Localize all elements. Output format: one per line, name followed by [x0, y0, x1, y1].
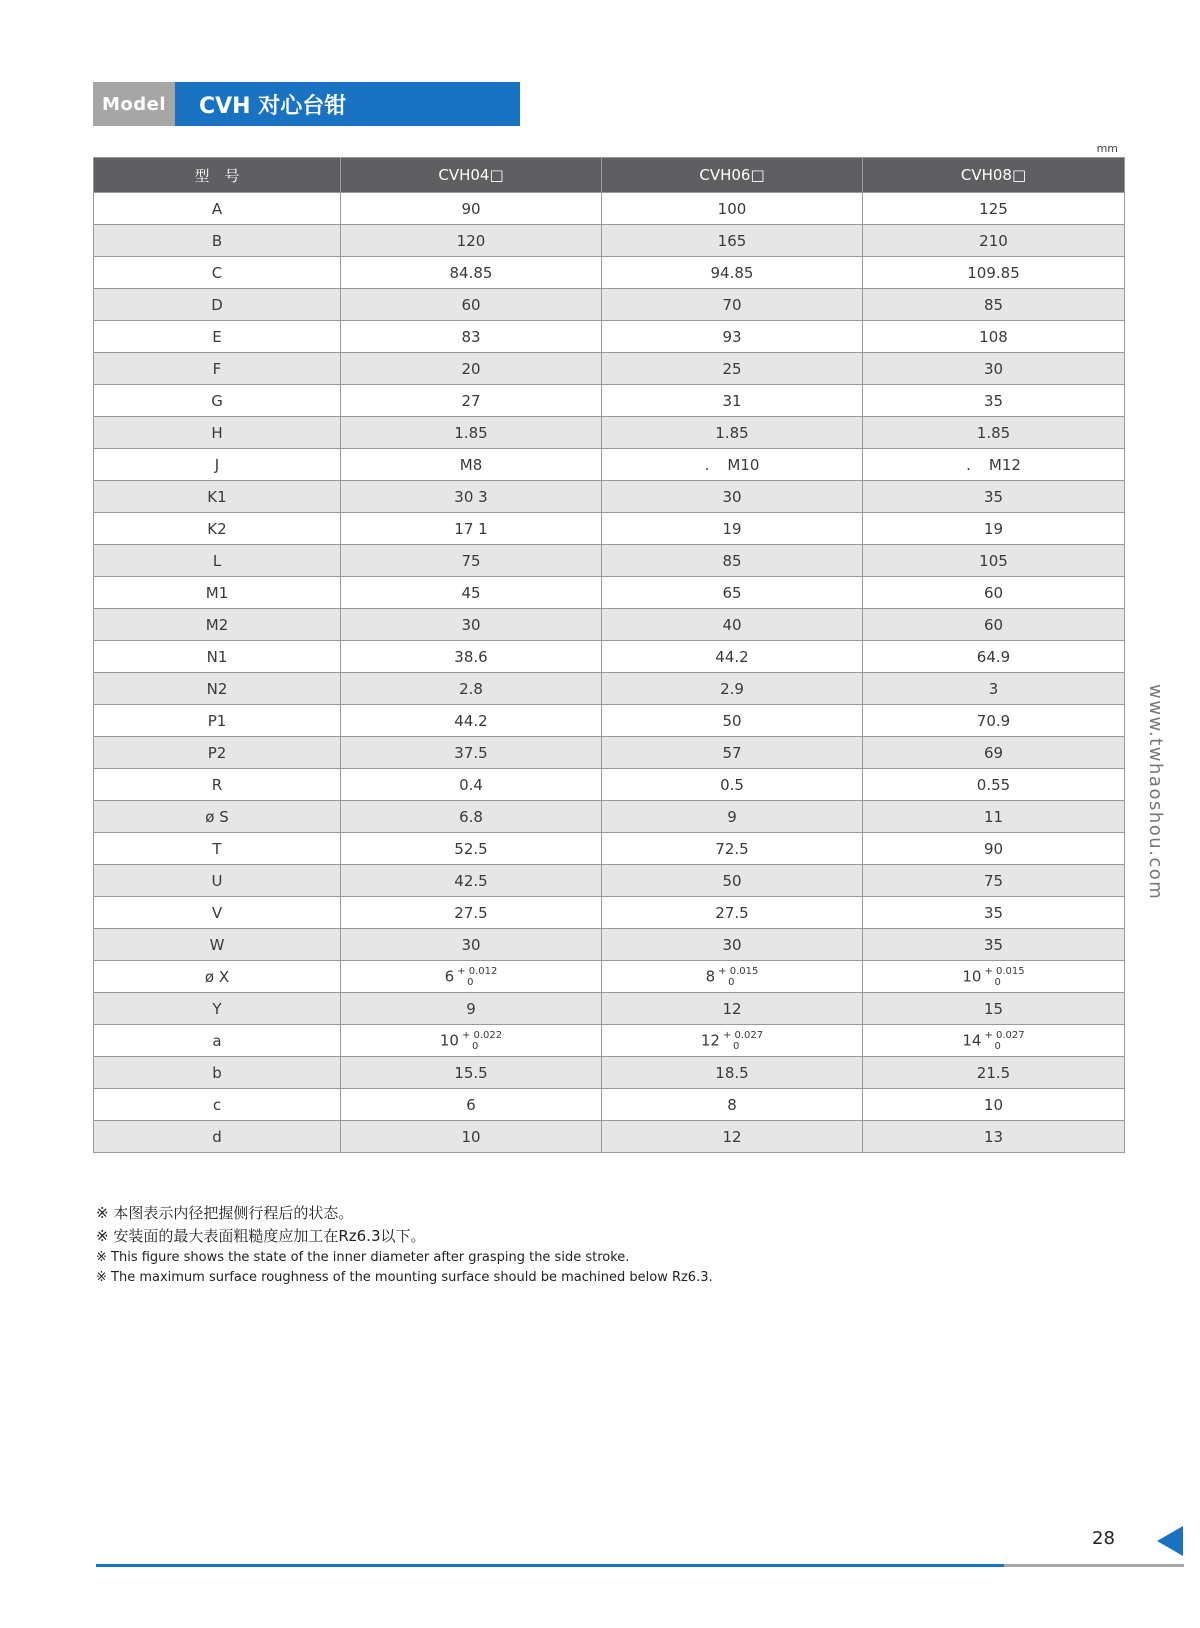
value-main: 9 — [466, 999, 476, 1018]
row-label: C — [94, 257, 341, 289]
row-label: a — [94, 1025, 341, 1057]
value-main: 52.5 — [454, 839, 488, 858]
table-row — [94, 1121, 1125, 1153]
cell-value — [863, 289, 1125, 321]
value-main: 13 — [983, 1127, 1004, 1146]
cell-value — [863, 929, 1125, 961]
cell-value — [863, 641, 1125, 673]
cell-value — [341, 737, 602, 769]
value-main: 27.5 — [715, 903, 749, 922]
row-label: E — [94, 321, 341, 353]
cell-value — [602, 449, 863, 481]
cell-value — [341, 385, 602, 417]
value-main: 57 — [722, 743, 742, 762]
value-main: 31 — [722, 391, 742, 410]
cell-value — [863, 417, 1125, 449]
cell-value — [863, 609, 1125, 641]
value-main: M8 — [459, 455, 483, 474]
value-main: 120 — [456, 231, 486, 250]
cell-value — [341, 641, 602, 673]
cell-value — [341, 257, 602, 289]
cell-value — [602, 801, 863, 833]
table-row — [94, 257, 1125, 289]
table-row — [94, 545, 1125, 577]
footer-bar-gray — [1004, 1564, 1184, 1567]
tolerance — [984, 1030, 1024, 1052]
value-main: 65 — [722, 583, 742, 602]
table-row — [94, 833, 1125, 865]
note-cn-2: ※ 安装面的最大表面粗糙度应加工在Rz6.3以下。 — [96, 1227, 426, 1245]
cell-value — [341, 769, 602, 801]
value-main: 1.85 — [976, 423, 1011, 442]
cell-value — [602, 193, 863, 225]
cell-value — [341, 481, 602, 513]
table-row — [94, 321, 1125, 353]
table-row — [94, 641, 1125, 673]
tolerance — [984, 966, 1024, 988]
row-label: T — [94, 833, 341, 865]
table-row — [94, 897, 1125, 929]
value-main: M12 — [988, 455, 1021, 474]
table-row — [94, 577, 1125, 609]
cell-value — [863, 961, 1125, 993]
table-row — [94, 1057, 1125, 1089]
cell-value — [341, 609, 602, 641]
cell-value — [602, 513, 863, 545]
cell-value — [602, 769, 863, 801]
value-main: 38.6 — [454, 647, 488, 666]
cell-value — [341, 961, 602, 993]
table-row — [94, 481, 1125, 513]
row-label: A — [94, 193, 341, 225]
value-main: 0.4 — [459, 775, 483, 794]
value-main: 75 — [983, 871, 1004, 890]
cell-value — [341, 321, 602, 353]
value-main: 70.9 — [976, 711, 1011, 730]
row-label: K2 — [94, 513, 341, 545]
cell-value — [602, 481, 863, 513]
cell-value — [602, 673, 863, 705]
unit-label: mm — [1096, 142, 1118, 155]
table-row — [94, 225, 1125, 257]
value-main: 60 — [983, 615, 1004, 634]
cell-value — [863, 801, 1125, 833]
cell-value — [602, 225, 863, 257]
value-main: 70 — [722, 295, 742, 314]
cell-value — [341, 577, 602, 609]
cell-value — [602, 545, 863, 577]
page-number: 28 — [1092, 1528, 1115, 1549]
tolerance-upper: + 0.022 — [461, 1029, 503, 1041]
cell-value — [341, 705, 602, 737]
row-label: d — [94, 1121, 341, 1153]
value-main: 27 — [461, 391, 481, 410]
tolerance-lower: 0 — [728, 976, 735, 988]
cell-value — [602, 993, 863, 1025]
value-main: 108 — [979, 327, 1008, 346]
notes — [96, 1202, 713, 1288]
value-main: 165 — [717, 231, 747, 250]
value-main: 6 — [444, 967, 455, 985]
cell-value — [341, 1121, 602, 1153]
value-main: 12 — [722, 999, 742, 1018]
cell-value — [602, 1057, 863, 1089]
value-main: 40 — [722, 615, 742, 634]
value-main: 90 — [983, 839, 1004, 858]
value-main: 35 — [983, 903, 1004, 922]
value-main: 94.85 — [710, 263, 754, 282]
tolerance-upper: + 0.015 — [718, 965, 759, 977]
table-row — [94, 353, 1125, 385]
table-row — [94, 961, 1125, 993]
cell-value — [341, 801, 602, 833]
value-main: 210 — [979, 231, 1008, 250]
cell-value — [341, 449, 602, 481]
table-row — [94, 1089, 1125, 1121]
row-label: c — [94, 1089, 341, 1121]
cell-value — [602, 609, 863, 641]
tolerance — [718, 966, 758, 988]
value-main: 10 — [439, 1031, 459, 1049]
cell-value — [341, 673, 602, 705]
value-main: 10 — [983, 1095, 1004, 1114]
tolerance-upper: + 0.027 — [984, 1029, 1025, 1041]
table-row — [94, 769, 1125, 801]
row-label: U — [94, 865, 341, 897]
cell-value — [863, 385, 1125, 417]
table-row — [94, 385, 1125, 417]
value-main: 19 — [983, 519, 1004, 538]
cell-value — [341, 897, 602, 929]
value-main: 10 — [962, 967, 982, 985]
tolerance — [462, 1030, 502, 1052]
col-header-model: 型 号 — [94, 158, 341, 193]
value-main: 44.2 — [454, 711, 488, 730]
value-main: 30 — [722, 935, 742, 954]
cell-value — [341, 225, 602, 257]
table-row — [94, 513, 1125, 545]
cell-value — [863, 353, 1125, 385]
table-header-row — [94, 158, 1125, 193]
row-label: N2 — [94, 673, 341, 705]
table-row — [94, 289, 1125, 321]
value-main: 85 — [722, 551, 742, 570]
row-label: b — [94, 1057, 341, 1089]
table-row — [94, 609, 1125, 641]
value-main: 15.5 — [454, 1063, 488, 1082]
row-label: P1 — [94, 705, 341, 737]
cell-value — [602, 1089, 863, 1121]
value-main: 12 — [722, 1127, 742, 1146]
value-main: 30 — [461, 935, 481, 954]
value-main: 0.55 — [976, 775, 1011, 794]
value-main: 19 — [722, 519, 742, 538]
cell-value — [602, 897, 863, 929]
tolerance-lower: 0 — [471, 1040, 479, 1052]
cell-value — [602, 577, 863, 609]
cell-value — [863, 545, 1125, 577]
value-main: 69 — [983, 743, 1004, 762]
value-main: 109.85 — [967, 263, 1020, 282]
col-header-cvh04: CVH04□ — [341, 158, 602, 193]
value-main: 2.8 — [459, 679, 483, 698]
value-main: 30 — [461, 615, 481, 634]
value-main: 84.85 — [449, 263, 493, 282]
row-label: M1 — [94, 577, 341, 609]
triangle-left-icon — [1157, 1526, 1183, 1556]
value-main: 14 — [962, 1031, 982, 1049]
value-main: 125 — [979, 199, 1008, 218]
stray-dot: . — [966, 455, 971, 474]
row-label: R — [94, 769, 341, 801]
tolerance — [723, 1030, 763, 1052]
value-main: 42.5 — [454, 871, 488, 890]
cell-value — [602, 1025, 863, 1057]
cell-value — [863, 481, 1125, 513]
cell-value — [341, 993, 602, 1025]
cell-value — [863, 673, 1125, 705]
value-main: 17 1 — [454, 519, 488, 538]
value-main: 83 — [461, 327, 481, 346]
value-main: 11 — [983, 807, 1004, 826]
value-main: 50 — [722, 711, 742, 730]
tolerance — [457, 966, 497, 988]
row-label: ø S — [94, 801, 341, 833]
cell-value — [863, 321, 1125, 353]
tolerance-upper: + 0.015 — [984, 965, 1025, 977]
value-main: 6 — [466, 1095, 476, 1114]
cell-value — [602, 417, 863, 449]
value-main: 85 — [983, 295, 1004, 314]
note-en-2: ※ The maximum surface roughness of the mounting surface should be machined below Rz6.3. — [96, 1270, 713, 1285]
table-row — [94, 417, 1125, 449]
value-main: 21.5 — [976, 1063, 1011, 1082]
cell-value — [602, 641, 863, 673]
value-main: 1.85 — [454, 423, 488, 442]
value-main: 0.5 — [720, 775, 744, 794]
value-main: 37.5 — [454, 743, 488, 762]
cell-value — [602, 961, 863, 993]
row-label: M2 — [94, 609, 341, 641]
row-label: ø X — [94, 961, 341, 993]
row-label: B — [94, 225, 341, 257]
cell-value — [863, 1121, 1125, 1153]
row-label: N1 — [94, 641, 341, 673]
table-row — [94, 449, 1125, 481]
value-main: 15 — [983, 999, 1004, 1018]
cell-value — [863, 1057, 1125, 1089]
cell-value — [602, 321, 863, 353]
cell-value — [602, 385, 863, 417]
tolerance-lower: 0 — [994, 1040, 1001, 1052]
cell-value — [863, 449, 1125, 481]
value-main: 60 — [461, 295, 481, 314]
value-main: 2.9 — [720, 679, 744, 698]
value-main: 44.2 — [715, 647, 749, 666]
tolerance-upper: + 0.027 — [722, 1029, 764, 1041]
row-label: F — [94, 353, 341, 385]
cell-value — [341, 193, 602, 225]
cell-value — [341, 289, 602, 321]
value-main: 8 — [727, 1095, 737, 1114]
value-main: 3 — [988, 679, 999, 698]
value-main: 90 — [461, 199, 481, 218]
cell-value — [602, 353, 863, 385]
table-row — [94, 737, 1125, 769]
cell-value — [863, 705, 1125, 737]
cell-value — [863, 257, 1125, 289]
cell-value — [863, 769, 1125, 801]
col-header-cvh08: CVH08□ — [863, 158, 1125, 193]
row-label: H — [94, 417, 341, 449]
row-label: K1 — [94, 481, 341, 513]
table-row — [94, 993, 1125, 1025]
row-label: P2 — [94, 737, 341, 769]
cell-value — [341, 1025, 602, 1057]
spec-table — [93, 157, 1125, 1153]
note-en-1: ※ This figure shows the state of the inner diameter after grasping the side stroke. — [96, 1250, 630, 1265]
value-main: 35 — [983, 935, 1004, 954]
cell-value — [602, 289, 863, 321]
value-main: 100 — [717, 199, 747, 218]
table-row — [94, 1025, 1125, 1057]
value-main: 35 — [983, 391, 1004, 410]
value-main: 18.5 — [715, 1063, 749, 1082]
page-header — [93, 82, 520, 126]
value-main: 50 — [722, 871, 742, 890]
value-main: 20 — [461, 359, 481, 378]
tolerance-lower: 0 — [467, 976, 474, 988]
cell-value — [863, 577, 1125, 609]
value-main: 30 3 — [454, 487, 488, 506]
cell-value — [341, 1089, 602, 1121]
cell-value — [341, 513, 602, 545]
cell-value — [863, 897, 1125, 929]
tolerance-upper: + 0.012 — [457, 965, 498, 977]
cell-value — [341, 353, 602, 385]
value-main: 8 — [705, 967, 716, 985]
table-row — [94, 193, 1125, 225]
row-label: W — [94, 929, 341, 961]
cell-value — [863, 513, 1125, 545]
page-title: CVH 对心台钳 — [175, 82, 520, 126]
value-main: 10 — [461, 1127, 481, 1146]
row-label: D — [94, 289, 341, 321]
cell-value — [341, 865, 602, 897]
value-main: 64.9 — [976, 647, 1011, 666]
value-main: 45 — [461, 583, 481, 602]
value-main: 105 — [979, 551, 1008, 570]
cell-value — [602, 833, 863, 865]
cell-value — [341, 417, 602, 449]
value-main: 60 — [983, 583, 1004, 602]
row-label: G — [94, 385, 341, 417]
cell-value — [602, 1121, 863, 1153]
cell-value — [602, 257, 863, 289]
value-main: 1.85 — [715, 423, 749, 442]
tolerance-lower: 0 — [994, 976, 1001, 988]
model-label: Model — [93, 82, 175, 126]
cell-value — [863, 833, 1125, 865]
stray-dot: . — [704, 455, 710, 474]
cell-value — [863, 1025, 1125, 1057]
row-label: Y — [94, 993, 341, 1025]
cell-value — [341, 833, 602, 865]
cell-value — [863, 737, 1125, 769]
value-main: 6.8 — [459, 807, 483, 826]
value-main: 27.5 — [454, 903, 488, 922]
cell-value — [863, 993, 1125, 1025]
table-row — [94, 673, 1125, 705]
row-label: J — [94, 449, 341, 481]
cell-value — [341, 545, 602, 577]
value-main: 75 — [461, 551, 481, 570]
cell-value — [863, 225, 1125, 257]
cell-value — [863, 1089, 1125, 1121]
value-main: 30 — [983, 359, 1004, 378]
value-main: 25 — [722, 359, 742, 378]
cell-value — [863, 193, 1125, 225]
footer-bar-blue — [96, 1564, 1004, 1567]
value-main: 72.5 — [715, 839, 749, 858]
cell-value — [602, 865, 863, 897]
tolerance-lower: 0 — [732, 1040, 740, 1052]
cell-value — [602, 929, 863, 961]
note-cn-1: ※ 本图表示内径把握侧行程后的状态。 — [96, 1204, 354, 1222]
value-main: 30 — [722, 487, 742, 506]
website-text: www.twhaoshou.com — [1145, 684, 1166, 901]
value-main: M10 — [727, 455, 760, 474]
table-row — [94, 929, 1125, 961]
table-row — [94, 801, 1125, 833]
row-label: V — [94, 897, 341, 929]
cell-value — [602, 705, 863, 737]
table-row — [94, 865, 1125, 897]
value-main: 12 — [700, 1031, 720, 1049]
value-main: 9 — [727, 807, 737, 826]
col-header-cvh06: CVH06□ — [602, 158, 863, 193]
row-label: L — [94, 545, 341, 577]
cell-value — [602, 737, 863, 769]
value-main: 35 — [983, 487, 1004, 506]
table-row — [94, 705, 1125, 737]
value-main: 93 — [722, 327, 742, 346]
cell-value — [341, 1057, 602, 1089]
cell-value — [863, 865, 1125, 897]
cell-value — [341, 929, 602, 961]
